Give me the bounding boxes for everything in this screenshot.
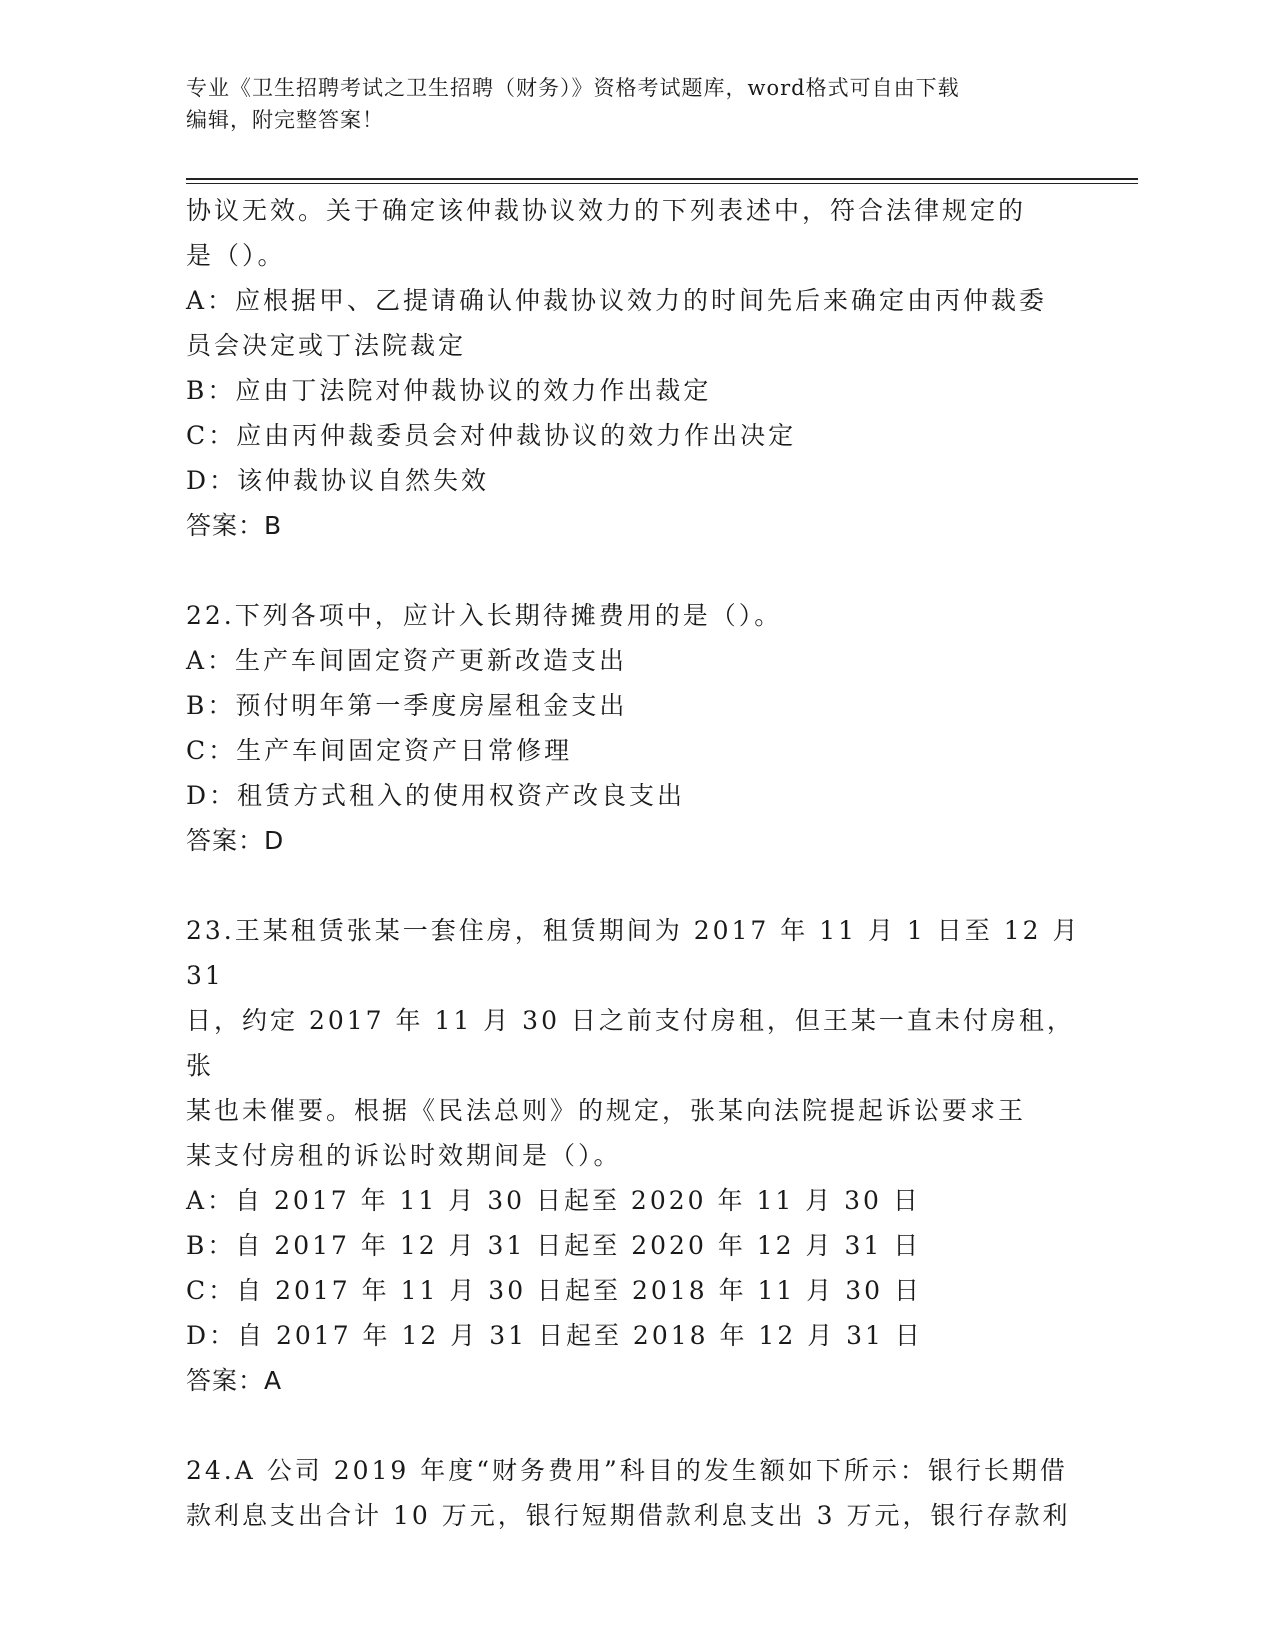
option-d: D：自 2017 年 12 月 31 日起至 2018 年 12 月 31 日 (186, 1321, 923, 1350)
document-body (186, 188, 1086, 1538)
option-a: A：自 2017 年 11 月 30 日起至 2020 年 11 月 30 日 (186, 1186, 921, 1215)
answer: 答案：D (186, 826, 285, 855)
option-c: C：应由丙仲裁委员会对仲裁协议的效力作出决定 (186, 421, 797, 450)
option-d: D：该仲裁协议自然失效 (186, 466, 490, 495)
question-stem: 某支付房租的诉讼时效期间是（）。 (186, 1141, 622, 1170)
option-b: B：应由丁法院对仲裁协议的效力作出裁定 (186, 376, 712, 405)
option-c: C：生产车间固定资产日常修理 (186, 736, 573, 765)
question-24 (186, 1448, 1086, 1538)
option-b: B：自 2017 年 12 月 31 日起至 2020 年 12 月 31 日 (186, 1231, 922, 1260)
spacer (186, 548, 1086, 593)
question-stem: 某也未催要。根据《民法总则》的规定，张某向法院提起诉讼要求王 (186, 1096, 1027, 1125)
option-d: D：租赁方式租入的使用权资产改良支出 (186, 781, 686, 810)
option-a: A：应根据甲、乙提请确认仲裁协议效力的时间先后来确定由丙仲裁委 (186, 286, 1048, 315)
header-divider-thick (186, 178, 1138, 180)
answer: 答案：B (186, 511, 283, 540)
spacer (186, 1403, 1086, 1448)
document-header (186, 72, 1086, 136)
question-stem: 22.下列各项中，应计入长期待摊费用的是（）。 (186, 601, 783, 630)
question-22 (186, 593, 1086, 863)
question-23 (186, 908, 1086, 1403)
header-divider-thin (186, 183, 1138, 184)
question-stem: 款利息支出合计 10 万元，银行短期借款利息支出 3 万元，银行存款利 (186, 1501, 1071, 1530)
option-b: B：预付明年第一季度房屋租金支出 (186, 691, 628, 720)
question-stem: 日，约定 2017 年 11 月 30 日之前支付房租，但王某一直未付房租，张 (186, 1006, 1075, 1080)
spacer (186, 863, 1086, 908)
header-line-2: 编辑，附完整答案！ (186, 108, 384, 132)
question-stem: 23.王某租赁张某一套住房，租赁期间为 2017 年 11 月 1 日至 12 月 31 (186, 916, 1081, 990)
option-c: C：自 2017 年 11 月 30 日起至 2018 年 11 月 30 日 (186, 1276, 922, 1305)
question-stem: 是（）。 (186, 241, 286, 270)
question-21 (186, 188, 1086, 548)
question-stem: 24.A 公司 2019 年度“财务费用”科目的发生额如下所示：银行长期借 (186, 1456, 1068, 1485)
option-a-continued: 员会决定或丁法院裁定 (186, 331, 467, 360)
option-a: A：生产车间固定资产更新改造支出 (186, 646, 628, 675)
question-stem: 协议无效。关于确定该仲裁协议效力的下列表述中，符合法律规定的 (186, 196, 1027, 225)
answer: 答案：A (186, 1366, 283, 1395)
header-line-1: 专业《卫生招聘考试之卫生招聘（财务）》资格考试题库，word格式可自由下载 (186, 76, 960, 100)
